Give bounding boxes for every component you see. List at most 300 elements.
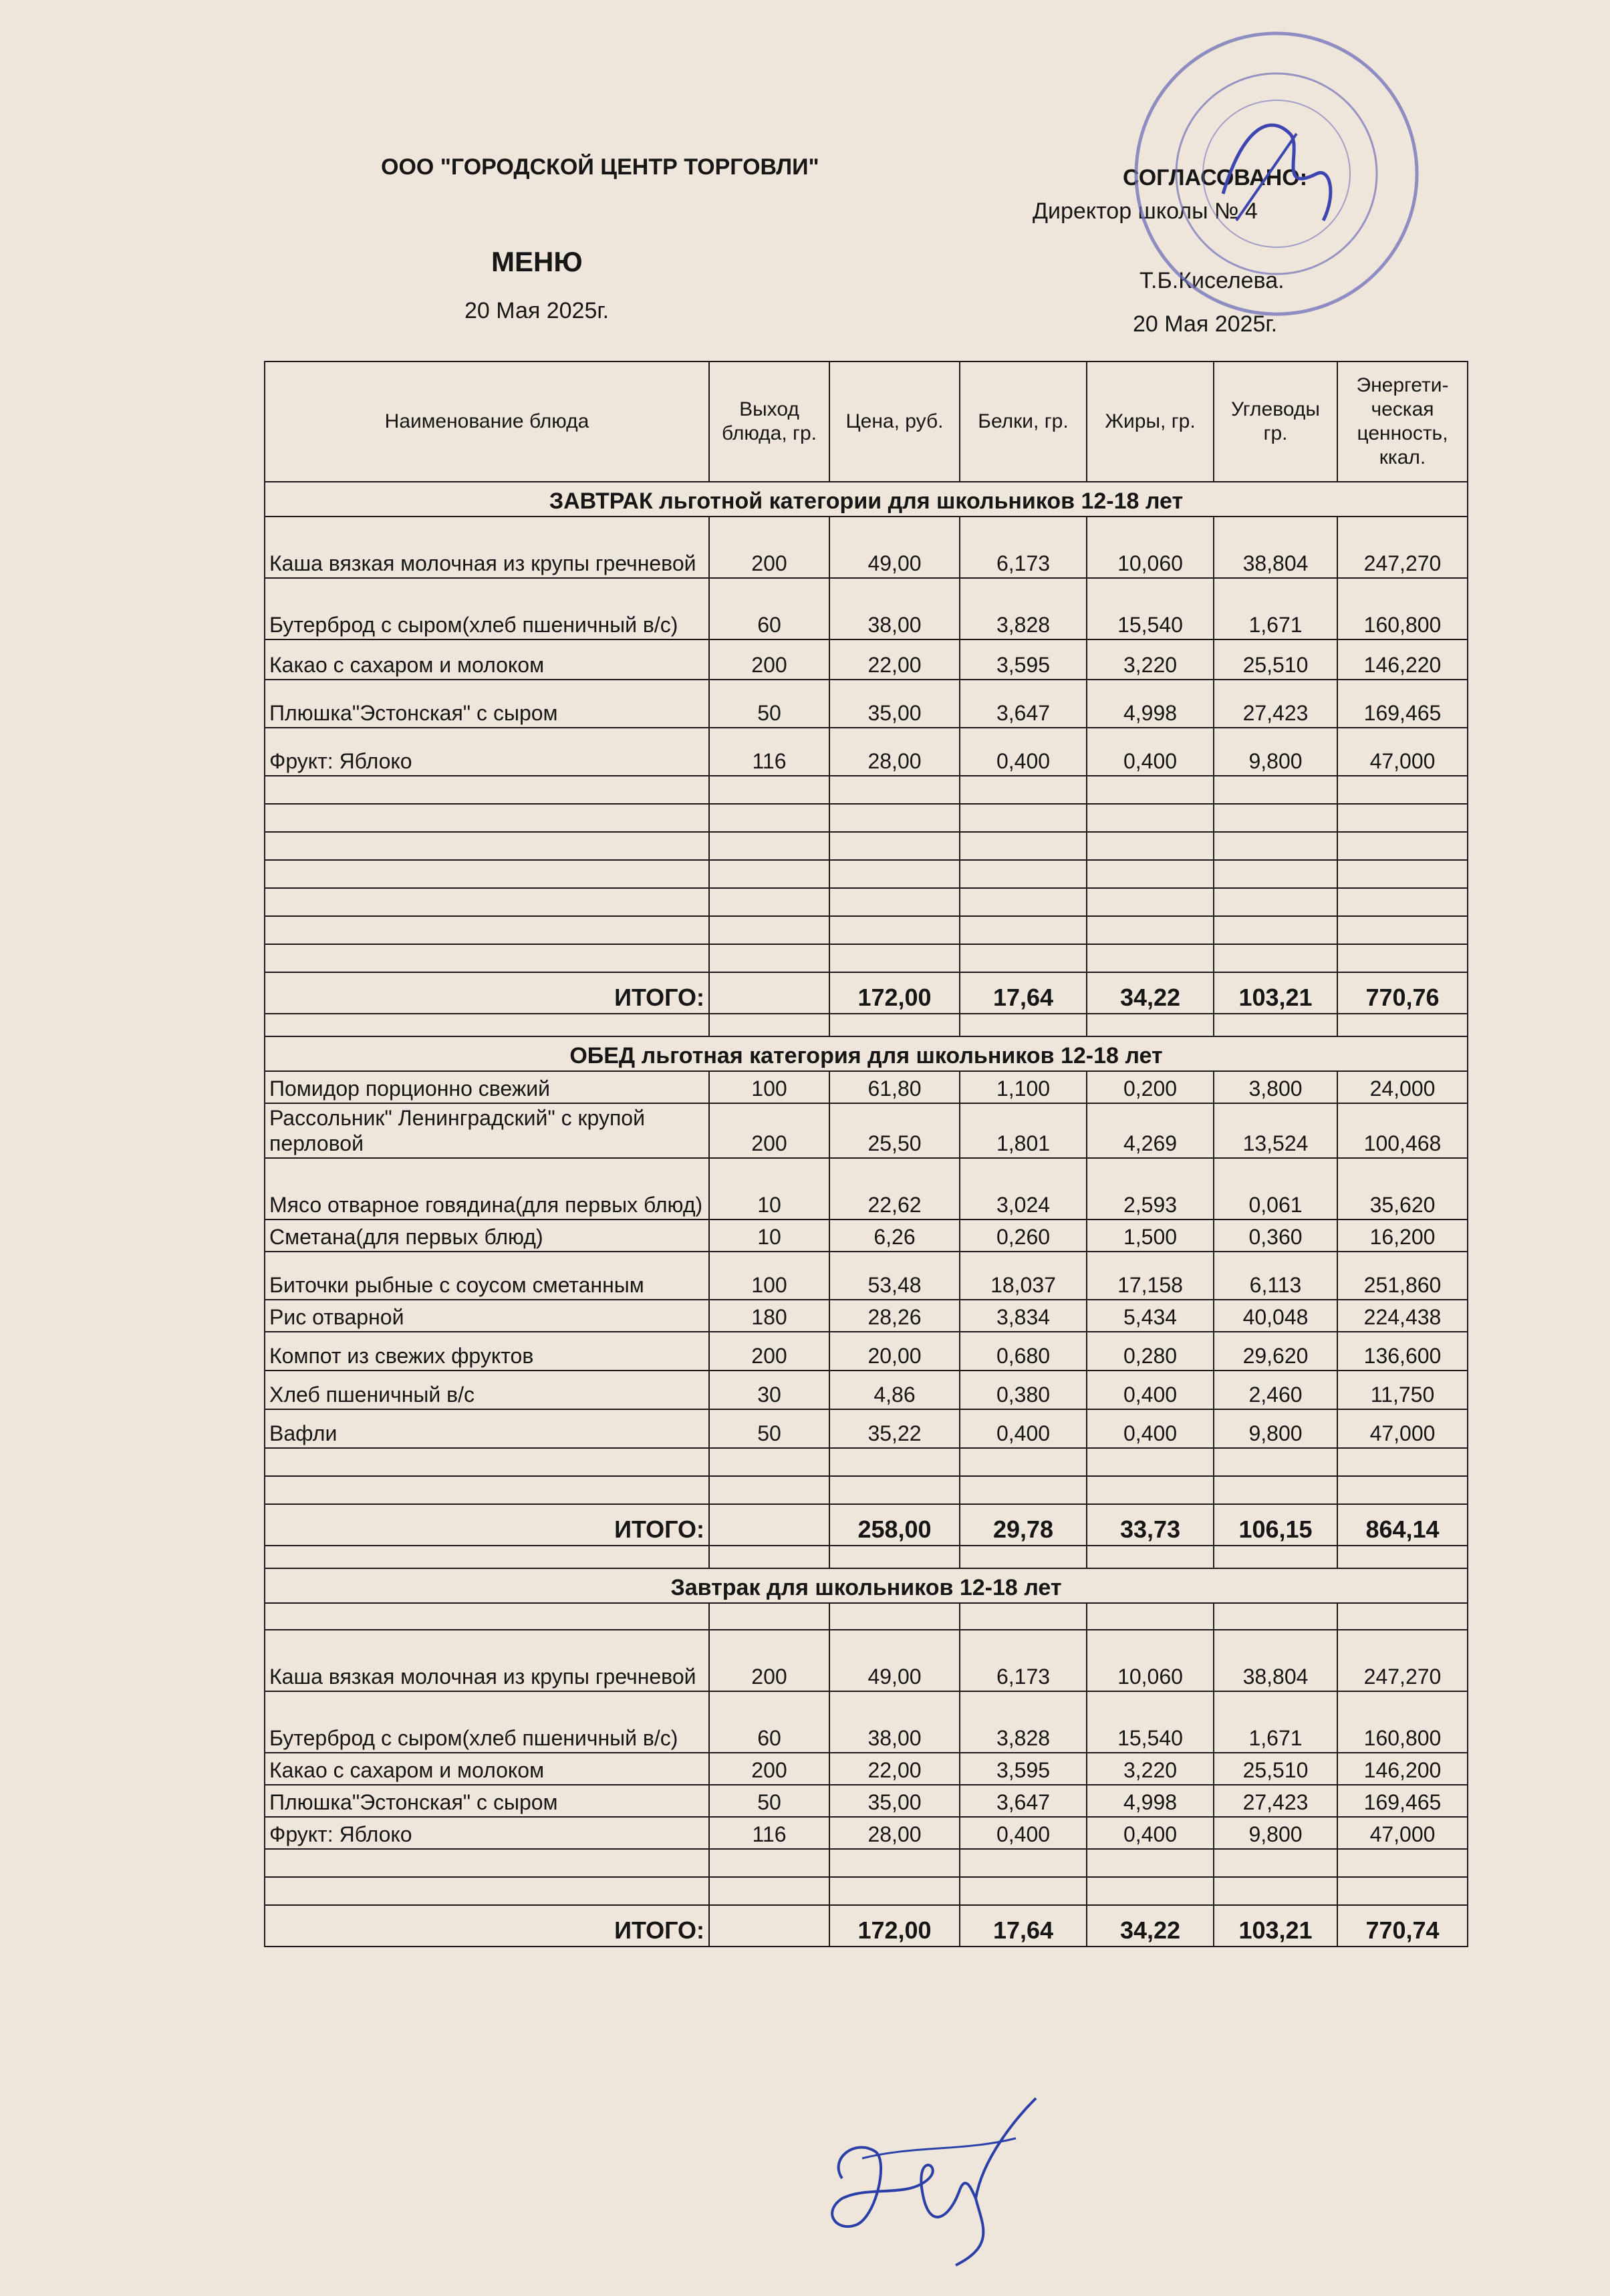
dish-name: Какао с сахаром и молоком	[265, 639, 709, 680]
empty-cell	[829, 804, 960, 832]
nutrition-value: 53,48	[829, 1252, 960, 1300]
nutrition-value: 1,500	[1087, 1219, 1214, 1252]
nutrition-value: 160,800	[1337, 578, 1468, 639]
empty-cell	[960, 776, 1087, 804]
section-title-row	[265, 482, 1468, 517]
nutrition-value: 2,593	[1087, 1158, 1214, 1219]
nutrition-value: 16,200	[1337, 1219, 1468, 1252]
menu-title: МЕНЮ	[491, 246, 583, 277]
empty-cell	[829, 1448, 960, 1476]
nutrition-value: 35,00	[829, 680, 960, 728]
empty-cell	[265, 888, 709, 916]
nutrition-value: 49,00	[829, 517, 960, 578]
table-row	[265, 578, 1468, 639]
menu-table	[264, 361, 1468, 1947]
total-value: 33,73	[1087, 1504, 1214, 1546]
total-label: ИТОГО:	[265, 1504, 709, 1546]
empty-row	[265, 776, 1468, 804]
nutrition-value: 200	[709, 1103, 829, 1158]
empty-cell	[1337, 1877, 1468, 1905]
empty-cell	[829, 1546, 960, 1568]
empty-cell	[829, 1849, 960, 1877]
nutrition-value: 29,620	[1214, 1332, 1337, 1371]
section-title: ОБЕД льготная категория для школьников 12-18 лет	[265, 1036, 1468, 1071]
nutrition-value: 38,804	[1214, 1630, 1337, 1691]
table-row	[265, 1371, 1468, 1409]
nutrition-value: 100,468	[1337, 1103, 1468, 1158]
empty-cell	[709, 804, 829, 832]
nutrition-value: 200	[709, 1630, 829, 1691]
table-row	[265, 1409, 1468, 1448]
nutrition-value: 0,260	[960, 1219, 1087, 1252]
organization-name: ООО "ГОРОДСКОЙ ЦЕНТР ТОРГОВЛИ"	[381, 154, 819, 180]
empty-cell	[1087, 916, 1214, 944]
empty-cell	[960, 832, 1087, 860]
empty-cell	[1337, 1546, 1468, 1568]
nutrition-value: 6,26	[829, 1219, 960, 1252]
nutrition-value: 35,00	[829, 1785, 960, 1817]
table-row	[265, 1753, 1468, 1785]
dish-name: Помидор порционно свежий	[265, 1071, 709, 1103]
column-header: Наименование блюда	[265, 362, 709, 482]
nutrition-value: 61,80	[829, 1071, 960, 1103]
dish-name: Хлеб пшеничный в/с	[265, 1371, 709, 1409]
dish-name: Фрукт: Яблоко	[265, 1817, 709, 1849]
empty-cell	[829, 1014, 960, 1036]
nutrition-value: 6,113	[1214, 1252, 1337, 1300]
nutrition-value: 28,00	[829, 728, 960, 776]
empty-cell	[1214, 888, 1337, 916]
total-value: 34,22	[1087, 1905, 1214, 1947]
empty-cell	[1214, 1546, 1337, 1568]
nutrition-value: 2,460	[1214, 1371, 1337, 1409]
empty-cell	[709, 1603, 829, 1630]
empty-cell	[1337, 1014, 1468, 1036]
table-row	[265, 1252, 1468, 1300]
nutrition-value: 100	[709, 1252, 829, 1300]
table-row	[265, 1219, 1468, 1252]
empty-cell	[265, 944, 709, 972]
empty-cell	[1214, 1476, 1337, 1504]
empty-cell	[265, 1546, 709, 1568]
empty-cell	[1337, 832, 1468, 860]
nutrition-value: 247,270	[1337, 1630, 1468, 1691]
empty-row	[265, 1476, 1468, 1504]
empty-cell	[1337, 860, 1468, 888]
nutrition-value: 10,060	[1087, 517, 1214, 578]
empty-cell	[265, 1014, 709, 1036]
empty-cell	[709, 832, 829, 860]
dish-name: Плюшка"Эстонская" с сыром	[265, 1785, 709, 1817]
nutrition-value: 11,750	[1337, 1371, 1468, 1409]
empty-cell	[1214, 1849, 1337, 1877]
empty-cell	[709, 1014, 829, 1036]
empty-cell	[960, 1448, 1087, 1476]
dish-name: Фрукт: Яблоко	[265, 728, 709, 776]
empty-cell	[709, 1877, 829, 1905]
empty-cell	[1087, 1014, 1214, 1036]
empty-cell	[1087, 776, 1214, 804]
nutrition-value: 0,360	[1214, 1219, 1337, 1252]
total-row	[265, 1905, 1468, 1947]
empty-cell	[1214, 804, 1337, 832]
table-row	[265, 1300, 1468, 1332]
nutrition-value: 0,400	[1087, 1409, 1214, 1448]
nutrition-value: 200	[709, 1332, 829, 1371]
nutrition-value: 200	[709, 1753, 829, 1785]
total-row	[265, 972, 1468, 1014]
section-spacer-row	[265, 1014, 1468, 1036]
empty-cell	[709, 1546, 829, 1568]
nutrition-value: 180	[709, 1300, 829, 1332]
empty-cell	[1337, 944, 1468, 972]
empty-cell	[1087, 1546, 1214, 1568]
empty-cell	[1214, 1448, 1337, 1476]
empty-cell	[829, 776, 960, 804]
total-value: 864,14	[1337, 1504, 1468, 1546]
nutrition-value: 146,220	[1337, 639, 1468, 680]
dish-name: Вафли	[265, 1409, 709, 1448]
empty-cell	[960, 1877, 1087, 1905]
empty-cell	[709, 1504, 829, 1546]
nutrition-value: 9,800	[1214, 1817, 1337, 1849]
nutrition-value: 5,434	[1087, 1300, 1214, 1332]
empty-cell	[709, 1448, 829, 1476]
nutrition-value: 0,400	[1087, 1371, 1214, 1409]
empty-row	[265, 832, 1468, 860]
nutrition-value: 15,540	[1087, 578, 1214, 639]
empty-cell	[960, 888, 1087, 916]
empty-cell	[1087, 860, 1214, 888]
empty-cell	[265, 804, 709, 832]
nutrition-value: 47,000	[1337, 728, 1468, 776]
empty-cell	[1337, 916, 1468, 944]
section-spacer-row	[265, 1546, 1468, 1568]
total-value: 29,78	[960, 1504, 1087, 1546]
nutrition-value: 22,00	[829, 1753, 960, 1785]
empty-row	[265, 860, 1468, 888]
empty-cell	[1214, 776, 1337, 804]
empty-row	[265, 888, 1468, 916]
empty-cell	[1337, 804, 1468, 832]
nutrition-value: 1,671	[1214, 1691, 1337, 1753]
nutrition-value: 27,423	[1214, 1785, 1337, 1817]
column-header: Энергети-ческая ценность, ккал.	[1337, 362, 1468, 482]
nutrition-value: 25,50	[829, 1103, 960, 1158]
nutrition-value: 18,037	[960, 1252, 1087, 1300]
empty-cell	[265, 832, 709, 860]
nutrition-value: 200	[709, 517, 829, 578]
nutrition-value: 0,400	[1087, 728, 1214, 776]
nutrition-value: 60	[709, 1691, 829, 1753]
empty-cell	[1087, 944, 1214, 972]
nutrition-value: 38,804	[1214, 517, 1337, 578]
approval-label: СОГЛАСОВАНО:	[1123, 165, 1308, 190]
nutrition-value: 100	[709, 1071, 829, 1103]
table-row	[265, 680, 1468, 728]
table-row	[265, 1332, 1468, 1371]
empty-cell	[709, 860, 829, 888]
nutrition-value: 1,801	[960, 1103, 1087, 1158]
nutrition-value: 60	[709, 578, 829, 639]
nutrition-value: 1,671	[1214, 578, 1337, 639]
empty-cell	[1337, 1448, 1468, 1476]
empty-cell	[960, 804, 1087, 832]
empty-cell	[829, 944, 960, 972]
nutrition-value: 22,00	[829, 639, 960, 680]
empty-cell	[1087, 1448, 1214, 1476]
nutrition-value: 47,000	[1337, 1409, 1468, 1448]
nutrition-value: 0,400	[960, 1817, 1087, 1849]
nutrition-value: 15,540	[1087, 1691, 1214, 1753]
approval-date: 20 Мая 2025г.	[1133, 311, 1278, 337]
empty-cell	[1214, 944, 1337, 972]
dish-name: Какао с сахаром и молоком	[265, 1753, 709, 1785]
nutrition-value: 6,173	[960, 1630, 1087, 1691]
nutrition-value: 4,86	[829, 1371, 960, 1409]
empty-cell	[265, 860, 709, 888]
total-value: 770,74	[1337, 1905, 1468, 1947]
nutrition-value: 3,595	[960, 639, 1087, 680]
empty-cell	[1337, 776, 1468, 804]
nutrition-value: 116	[709, 728, 829, 776]
dish-name: Рассольник" Ленинградский" с крупой перловой	[265, 1103, 709, 1158]
empty-cell	[265, 1603, 709, 1630]
table-row	[265, 1630, 1468, 1691]
director-name: Т.Б.Киселева.	[1139, 268, 1285, 293]
empty-cell	[1337, 1849, 1468, 1877]
nutrition-value: 10	[709, 1158, 829, 1219]
empty-cell	[709, 1476, 829, 1504]
empty-cell	[1087, 1877, 1214, 1905]
director-title: Директор школы № 4	[1033, 198, 1258, 224]
empty-cell	[709, 1849, 829, 1877]
empty-row	[265, 1877, 1468, 1905]
total-value: 172,00	[829, 972, 960, 1014]
table-row	[265, 1071, 1468, 1103]
table-row	[265, 1785, 1468, 1817]
column-header: Белки, гр.	[960, 362, 1087, 482]
section-title-row	[265, 1036, 1468, 1071]
empty-cell	[960, 1546, 1087, 1568]
empty-cell	[960, 944, 1087, 972]
dish-name: Плюшка"Эстонская" с сыром	[265, 680, 709, 728]
empty-row	[265, 1849, 1468, 1877]
total-value: 258,00	[829, 1504, 960, 1546]
nutrition-value: 3,220	[1087, 1753, 1214, 1785]
empty-row	[265, 944, 1468, 972]
empty-cell	[265, 916, 709, 944]
empty-cell	[960, 1603, 1087, 1630]
nutrition-value: 0,200	[1087, 1071, 1214, 1103]
dish-name: Каша вязкая молочная из крупы гречневой	[265, 517, 709, 578]
empty-cell	[960, 1849, 1087, 1877]
nutrition-value: 200	[709, 639, 829, 680]
column-header: Цена, руб.	[829, 362, 960, 482]
nutrition-value: 116	[709, 1817, 829, 1849]
nutrition-value: 28,26	[829, 1300, 960, 1332]
nutrition-value: 0,061	[1214, 1158, 1337, 1219]
empty-cell	[829, 1476, 960, 1504]
table-header-row	[265, 362, 1468, 482]
empty-cell	[829, 888, 960, 916]
empty-cell	[709, 972, 829, 1014]
empty-cell	[1087, 804, 1214, 832]
column-header: Выход блюда, гр.	[709, 362, 829, 482]
empty-cell	[829, 832, 960, 860]
nutrition-value: 3,595	[960, 1753, 1087, 1785]
nutrition-value: 3,800	[1214, 1071, 1337, 1103]
empty-cell	[1214, 1603, 1337, 1630]
nutrition-value: 22,62	[829, 1158, 960, 1219]
empty-cell	[829, 1877, 960, 1905]
empty-cell	[1337, 1476, 1468, 1504]
section-title: ЗАВТРАК льготной категории для школьников 12-18 лет	[265, 482, 1468, 517]
nutrition-value: 3,024	[960, 1158, 1087, 1219]
nutrition-value: 35,22	[829, 1409, 960, 1448]
nutrition-value: 160,800	[1337, 1691, 1468, 1753]
total-value: 103,21	[1214, 1905, 1337, 1947]
empty-cell	[709, 776, 829, 804]
nutrition-value: 10,060	[1087, 1630, 1214, 1691]
total-row	[265, 1504, 1468, 1546]
total-label: ИТОГО:	[265, 1905, 709, 1947]
nutrition-value: 4,269	[1087, 1103, 1214, 1158]
section-title: Завтрак для школьников 12-18 лет	[265, 1568, 1468, 1603]
nutrition-value: 251,860	[1337, 1252, 1468, 1300]
table-row	[265, 1158, 1468, 1219]
empty-cell	[1087, 1849, 1214, 1877]
nutrition-value: 38,00	[829, 578, 960, 639]
nutrition-value: 13,524	[1214, 1103, 1337, 1158]
dish-name: Сметана(для первых блюд)	[265, 1219, 709, 1252]
empty-row	[265, 1448, 1468, 1476]
empty-cell	[1214, 916, 1337, 944]
nutrition-value: 30	[709, 1371, 829, 1409]
empty-cell	[265, 1877, 709, 1905]
empty-cell	[709, 916, 829, 944]
nutrition-value: 169,465	[1337, 680, 1468, 728]
table-row	[265, 1817, 1468, 1849]
nutrition-value: 3,828	[960, 1691, 1087, 1753]
nutrition-value: 3,647	[960, 1785, 1087, 1817]
nutrition-value: 40,048	[1214, 1300, 1337, 1332]
dish-name: Каша вязкая молочная из крупы гречневой	[265, 1630, 709, 1691]
empty-cell	[1337, 888, 1468, 916]
nutrition-value: 1,100	[960, 1071, 1087, 1103]
nutrition-value: 224,438	[1337, 1300, 1468, 1332]
total-value: 770,76	[1337, 972, 1468, 1014]
total-value: 106,15	[1214, 1504, 1337, 1546]
nutrition-value: 25,510	[1214, 1753, 1337, 1785]
empty-cell	[829, 916, 960, 944]
section-spacer-row	[265, 1603, 1468, 1630]
column-header: Углеводы гр.	[1214, 362, 1337, 482]
nutrition-value: 17,158	[1087, 1252, 1214, 1300]
empty-cell	[709, 944, 829, 972]
nutrition-value: 10	[709, 1219, 829, 1252]
total-value: 17,64	[960, 1905, 1087, 1947]
total-value: 172,00	[829, 1905, 960, 1947]
empty-cell	[1214, 1014, 1337, 1036]
total-value: 34,22	[1087, 972, 1214, 1014]
nutrition-value: 247,270	[1337, 517, 1468, 578]
dish-name: Компот из свежих фруктов	[265, 1332, 709, 1371]
total-value: 103,21	[1214, 972, 1337, 1014]
nutrition-value: 27,423	[1214, 680, 1337, 728]
nutrition-value: 35,620	[1337, 1158, 1468, 1219]
nutrition-value: 9,800	[1214, 1409, 1337, 1448]
dish-name: Бутерброд с сыром(хлеб пшеничный в/с)	[265, 1691, 709, 1753]
nutrition-value: 9,800	[1214, 728, 1337, 776]
table-row	[265, 639, 1468, 680]
table-row	[265, 517, 1468, 578]
table-row	[265, 1691, 1468, 1753]
nutrition-value: 49,00	[829, 1630, 960, 1691]
nutrition-value: 0,400	[960, 1409, 1087, 1448]
empty-row	[265, 916, 1468, 944]
dish-name: Биточки рыбные с соусом сметанным	[265, 1252, 709, 1300]
empty-cell	[960, 1014, 1087, 1036]
empty-row	[265, 804, 1468, 832]
dish-name: Бутерброд с сыром(хлеб пшеничный в/с)	[265, 578, 709, 639]
nutrition-value: 0,380	[960, 1371, 1087, 1409]
nutrition-value: 146,200	[1337, 1753, 1468, 1785]
nutrition-value: 47,000	[1337, 1817, 1468, 1849]
nutrition-value: 3,828	[960, 578, 1087, 639]
total-label: ИТОГО:	[265, 972, 709, 1014]
empty-cell	[265, 1849, 709, 1877]
signature	[815, 2078, 1056, 2279]
dish-name: Мясо отварное говядина(для первых блюд)	[265, 1158, 709, 1219]
empty-cell	[960, 916, 1087, 944]
nutrition-value: 0,280	[1087, 1332, 1214, 1371]
nutrition-value: 50	[709, 680, 829, 728]
nutrition-value: 0,400	[1087, 1817, 1214, 1849]
empty-cell	[265, 1476, 709, 1504]
nutrition-value: 3,220	[1087, 639, 1214, 680]
nutrition-value: 4,998	[1087, 680, 1214, 728]
nutrition-value: 50	[709, 1409, 829, 1448]
empty-cell	[960, 1476, 1087, 1504]
dish-name: Рис отварной	[265, 1300, 709, 1332]
school-stamp	[1123, 20, 1430, 327]
empty-cell	[265, 1448, 709, 1476]
table-row	[265, 1103, 1468, 1158]
empty-cell	[1087, 888, 1214, 916]
empty-cell	[1087, 1603, 1214, 1630]
empty-cell	[829, 860, 960, 888]
nutrition-value: 0,680	[960, 1332, 1087, 1371]
empty-cell	[1214, 832, 1337, 860]
empty-cell	[1087, 1476, 1214, 1504]
table-row	[265, 728, 1468, 776]
nutrition-value: 136,600	[1337, 1332, 1468, 1371]
nutrition-value: 38,00	[829, 1691, 960, 1753]
nutrition-value: 3,647	[960, 680, 1087, 728]
total-value: 17,64	[960, 972, 1087, 1014]
empty-cell	[1087, 832, 1214, 860]
empty-cell	[1214, 1877, 1337, 1905]
nutrition-value: 20,00	[829, 1332, 960, 1371]
nutrition-value: 25,510	[1214, 639, 1337, 680]
empty-cell	[1337, 1603, 1468, 1630]
nutrition-value: 0,400	[960, 728, 1087, 776]
nutrition-value: 24,000	[1337, 1071, 1468, 1103]
column-header: Жиры, гр.	[1087, 362, 1214, 482]
nutrition-value: 28,00	[829, 1817, 960, 1849]
nutrition-value: 3,834	[960, 1300, 1087, 1332]
